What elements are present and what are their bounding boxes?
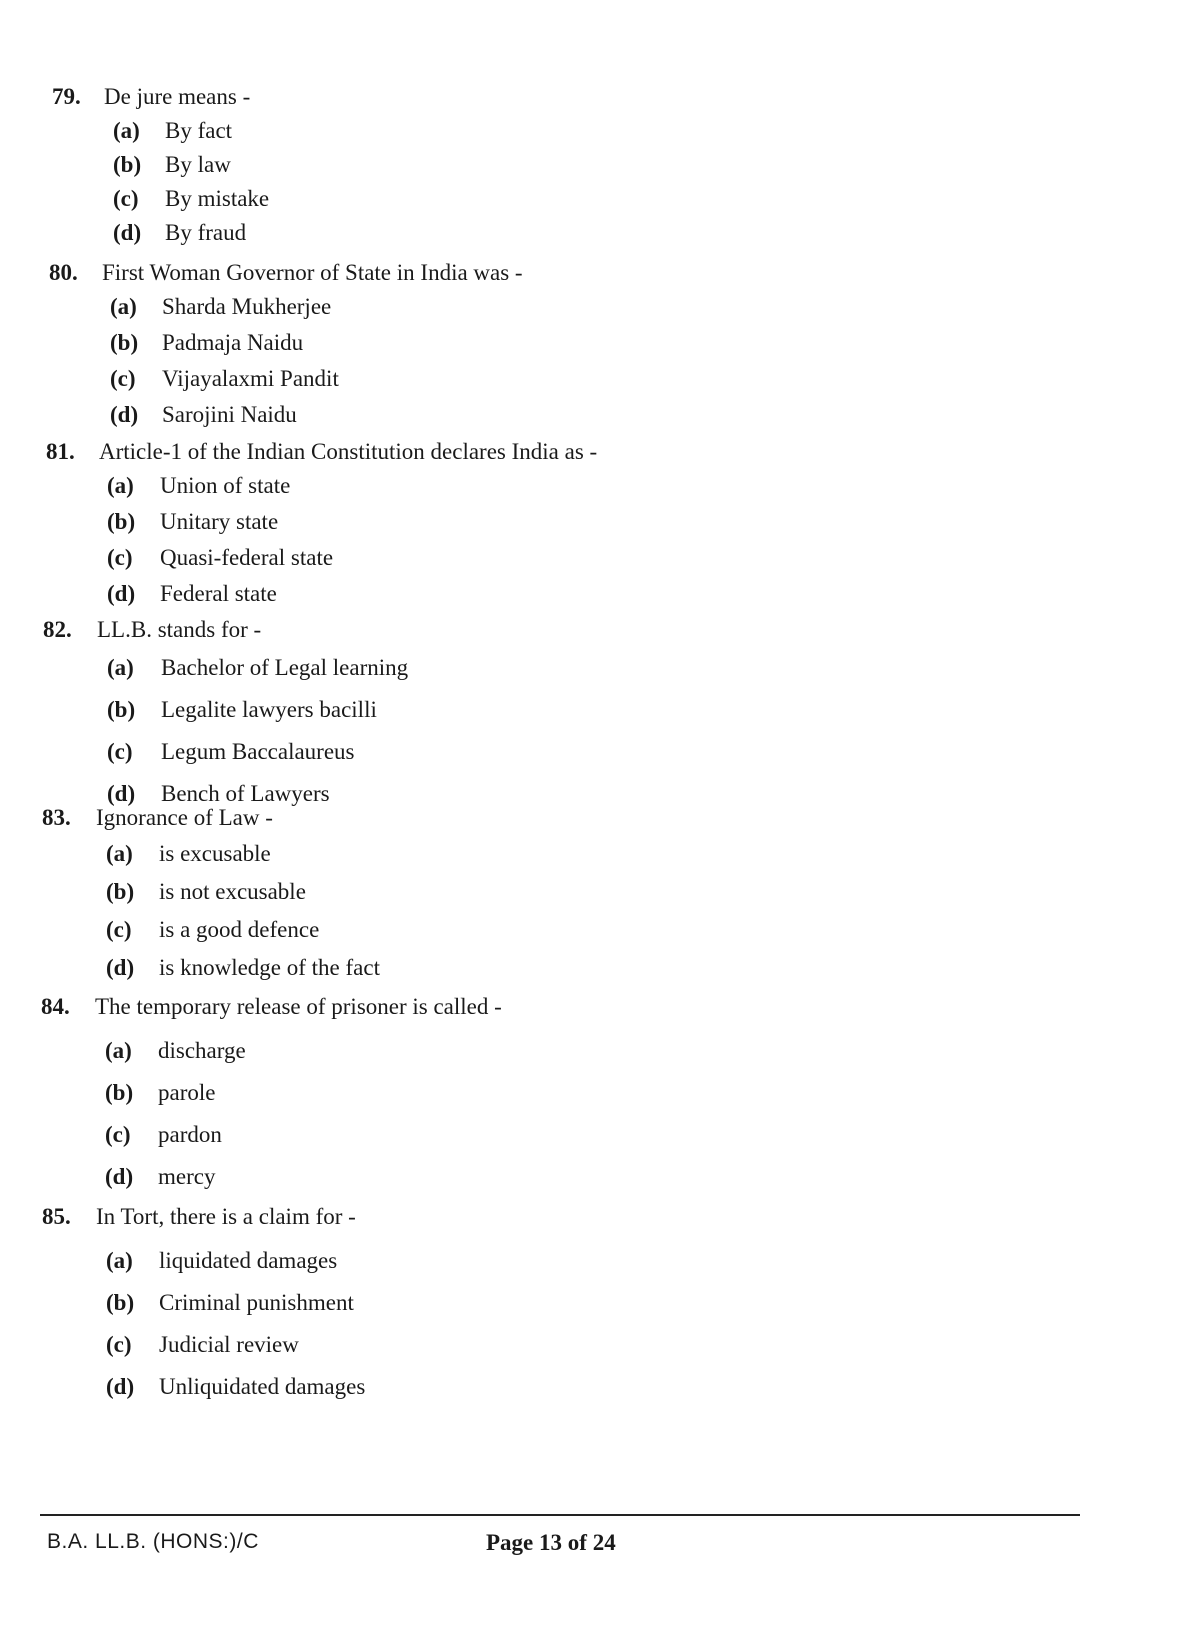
question-text: De jure means - [104, 84, 251, 109]
option-label: (d) [107, 581, 136, 606]
option-c [40, 541, 1040, 577]
option-d [40, 949, 1040, 987]
option-a [40, 469, 1040, 505]
option-text: Legalite lawyers bacilli [161, 697, 377, 722]
question-84 [40, 990, 1040, 1198]
option-a [40, 1030, 1040, 1072]
option-label: (c) [106, 917, 132, 942]
option-label: (c) [113, 186, 139, 211]
question-number: 82. [43, 617, 72, 642]
option-c [40, 182, 1040, 216]
option-label: (d) [106, 955, 135, 980]
option-text: Federal state [160, 581, 277, 606]
option-label: (b) [106, 879, 135, 904]
option-label: (a) [107, 473, 134, 498]
option-text: Sharda Mukherjee [162, 294, 332, 319]
option-label: (d) [105, 1164, 134, 1189]
option-d [40, 1156, 1040, 1198]
question-stem [40, 80, 1040, 114]
option-d [40, 398, 1040, 434]
option-label: (b) [105, 1080, 134, 1105]
option-text: is a good defence [159, 917, 320, 942]
option-label: (c) [106, 1332, 132, 1357]
option-text: By mistake [165, 186, 270, 211]
question-number: 83. [42, 805, 71, 830]
question-stem [40, 801, 1040, 835]
option-text: By fact [165, 118, 233, 143]
option-c [40, 1324, 1040, 1366]
option-label: (a) [105, 1038, 132, 1063]
option-label: (c) [107, 739, 133, 764]
option-text: mercy [158, 1164, 216, 1189]
option-d [40, 577, 1040, 613]
option-text: Bachelor of Legal learning [161, 655, 409, 680]
page-total: 24 [592, 1530, 616, 1555]
option-text: Sarojini Naidu [162, 402, 297, 427]
option-a [40, 290, 1040, 326]
option-a [40, 114, 1040, 148]
option-label: (d) [107, 781, 136, 806]
option-text: By fraud [165, 220, 247, 245]
option-text: is excusable [159, 841, 271, 866]
question-number: 81. [46, 439, 75, 464]
option-b [40, 1282, 1040, 1324]
question-79 [40, 80, 1040, 250]
option-label: (c) [107, 545, 133, 570]
option-c [40, 1114, 1040, 1156]
page-word: Page [486, 1530, 534, 1555]
option-label: (c) [105, 1122, 131, 1147]
option-text: pardon [158, 1122, 222, 1147]
course-code: B.A. LL.B. (HONS:)/C [47, 1530, 259, 1553]
option-text: Legum Baccalaureus [161, 739, 355, 764]
option-label: (a) [106, 841, 133, 866]
option-text: Judicial review [159, 1332, 299, 1357]
page-current: 13 [539, 1530, 563, 1555]
question-81 [40, 435, 1040, 613]
page-of: of [567, 1530, 587, 1555]
option-text: Unitary state [160, 509, 279, 534]
option-text: liquidated damages [159, 1248, 338, 1273]
question-82 [40, 613, 1040, 815]
option-text: is knowledge of the fact [159, 955, 380, 980]
option-c [40, 911, 1040, 949]
question-stem [40, 613, 1040, 647]
option-text: is not excusable [159, 879, 306, 904]
option-label: (b) [110, 330, 139, 355]
option-label: (a) [106, 1248, 133, 1273]
question-stem [40, 990, 1040, 1024]
question-text: In Tort, there is a claim for - [96, 1204, 356, 1229]
option-text: Bench of Lawyers [161, 781, 330, 806]
option-b [40, 1072, 1040, 1114]
footer-divider [40, 1514, 1080, 1516]
question-text: Ignorance of Law - [96, 805, 273, 830]
question-text: The temporary release of prisoner is called - [95, 994, 502, 1019]
question-text: First Woman Governor of State in India was - [102, 260, 523, 285]
question-text: Article-1 of the Indian Constitution declares India as - [99, 439, 598, 464]
question-text: LL.B. stands for - [97, 617, 262, 642]
option-label: (c) [110, 366, 136, 391]
option-text: Unliquidated damages [159, 1374, 366, 1399]
question-stem [40, 256, 1040, 290]
option-label: (a) [110, 294, 137, 319]
option-label: (b) [113, 152, 142, 177]
question-number: 85. [42, 1204, 71, 1229]
option-b [40, 148, 1040, 182]
option-label: (b) [107, 697, 136, 722]
option-text: Padmaja Naidu [162, 330, 304, 355]
option-b [40, 689, 1040, 731]
question-stem [40, 435, 1040, 469]
option-text: Criminal punishment [159, 1290, 354, 1315]
question-number: 80. [49, 260, 78, 285]
question-number: 79. [52, 84, 81, 109]
option-text: Quasi-federal state [160, 545, 334, 570]
option-a [40, 647, 1040, 689]
option-d [40, 216, 1040, 250]
option-c [40, 362, 1040, 398]
option-text: Vijayalaxmi Pandit [162, 366, 339, 391]
option-label: (a) [107, 655, 134, 680]
option-text: discharge [158, 1038, 246, 1063]
option-label: (d) [113, 220, 142, 245]
option-text: Union of state [160, 473, 291, 498]
option-text: parole [158, 1080, 216, 1105]
option-label: (b) [106, 1290, 135, 1315]
option-label: (a) [113, 118, 140, 143]
option-b [40, 505, 1040, 541]
question-80 [40, 256, 1040, 434]
question-number: 84. [41, 994, 70, 1019]
option-a [40, 835, 1040, 873]
option-a [40, 1240, 1040, 1282]
option-label: (d) [106, 1374, 135, 1399]
option-b [40, 326, 1040, 362]
option-label: (d) [110, 402, 139, 427]
page-indicator [486, 1530, 616, 1556]
option-text: By law [165, 152, 231, 177]
option-c [40, 731, 1040, 773]
option-b [40, 873, 1040, 911]
question-stem [40, 1200, 1040, 1234]
question-83 [40, 801, 1040, 987]
question-85 [40, 1200, 1040, 1408]
option-label: (b) [107, 509, 136, 534]
option-d [40, 1366, 1040, 1408]
